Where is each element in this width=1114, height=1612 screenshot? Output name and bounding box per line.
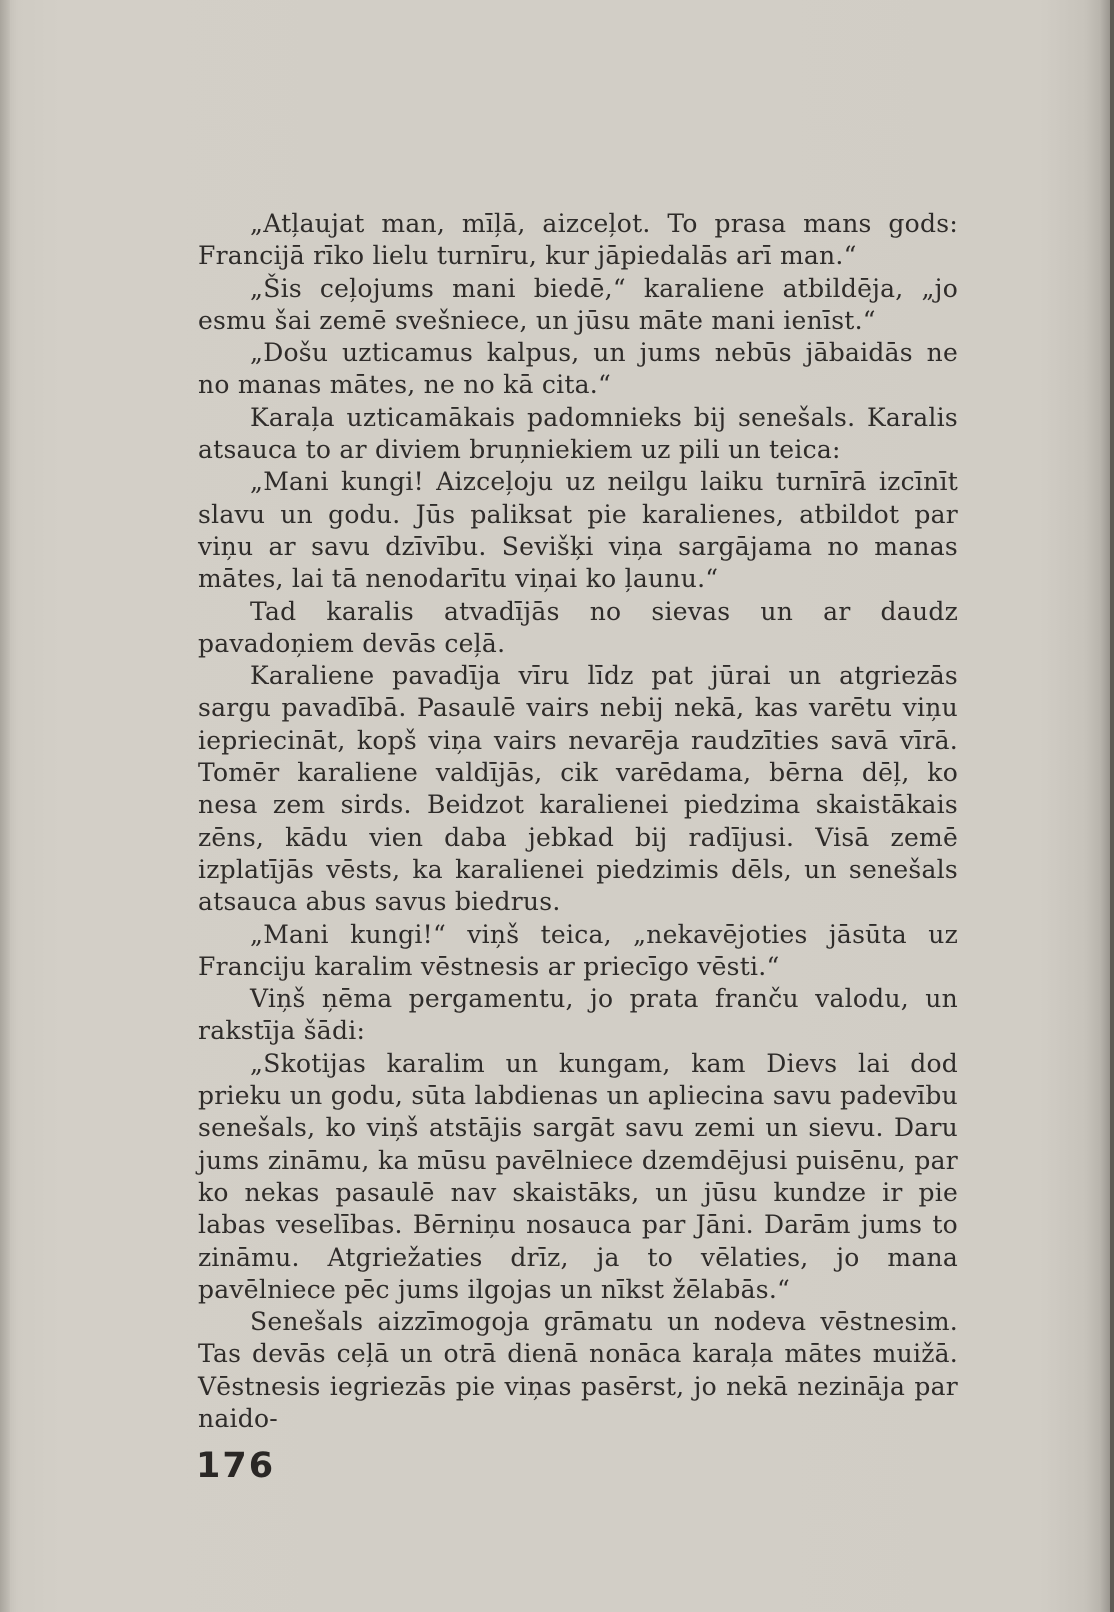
paragraph: „Atļaujat man, mīļā, aizceļot. To prasa mans gods: Francijā rīko lielu turnīru, kur jāpiedalās arī man.“ bbox=[198, 209, 958, 271]
paragraph: Viņš ņēma pergamentu, jo prata franču valodu, un rakstīja šādi: bbox=[198, 984, 958, 1046]
page-number: 176 bbox=[196, 1446, 276, 1486]
paragraph: Karaļa uzticamākais padomnieks bij senešals. Karalis atsauca to ar diviem bruņniekiem uz pili un teica: bbox=[198, 402, 958, 465]
paragraph: „Mani kungi!“ viņš teica, „nekavējoties jāsūta uz Franciju karalim vēstnesis ar priecīgo vēsti.“ bbox=[198, 919, 958, 981]
paragraph: „Mani kungi! Aizceļoju uz neilgu laiku turnīrā izcīnīt slavu un godu. Jūs paliksat pie karalienes, atbildot par viņu ar savu dzīvību. Sevišķi viņa sargājama no manas mātes, lai tā nenodarītu viņai ko ļaunu.“ bbox=[198, 467, 958, 594]
paragraph: Senešals aizzīmogoja grāmatu un nodeva vēstnesim. Tas devās ceļā un otrā dienā nonāca karaļa mātes muižā. Vēstnesis iegriezās pie viņas pasērst, jo nekā nezināja par naido- bbox=[198, 1307, 958, 1433]
paragraph: Tad karalis atvadījās no sievas un ar daudz pavadoņiem devās ceļā. bbox=[198, 596, 958, 658]
paragraph: „Skotijas karalim un kungam, kam Dievs lai dod prieku un godu, sūta labdienas un apliecina savu padevību senešals, ko viņš atstājis sargāt savu zemi un sievu. Daru jums zināmu, ka mūsu pavēlniece dzemdējusi puisēnu, par ko nekas pasaulē nav skaistāks, un jūsu kundze ir pie labas veselības. Bērniņu nosauca par Jāni. Darām jums to zināmu. Atgriežaties drīz, ja to vēlaties, jo mana pavēlniece pēc jums ilgojas un nīkst žēlabās.“ bbox=[198, 1048, 958, 1304]
page-binding-edge bbox=[0, 0, 10, 1612]
paragraph: „Šis ceļojums mani biedē,“ karaliene atbildēja, „jo esmu šai zemē svešniece, un jūsu māte mani ienīst.“ bbox=[198, 273, 958, 335]
paragraph: Karaliene pavadīja vīru līdz pat jūrai un atgriezās sargu pavadībā. Pasaulē vairs nebij nekā, kas varētu viņu iepriecināt, kopš viņa vairs nevarēja raudzīties savā vīrā. Tomēr karaliene valdījās, cik varēdama, bērna dēļ, ko nesa zem sirds. Beidzot karalienei piedzima skaistākais zēns, kādu vien daba jebkad bij radījusi. Visā zemē izplatījās vēsts, ka karalienei piedzimis dēls, un senešals atsauca abus savus biedrus. bbox=[198, 661, 958, 917]
page-body-text bbox=[198, 208, 958, 1435]
paragraph: „Došu uzticamus kalpus, un jums nebūs jābaidās ne no manas mātes, ne no kā cita.“ bbox=[198, 338, 958, 400]
page-outer-edge bbox=[1110, 0, 1114, 1612]
